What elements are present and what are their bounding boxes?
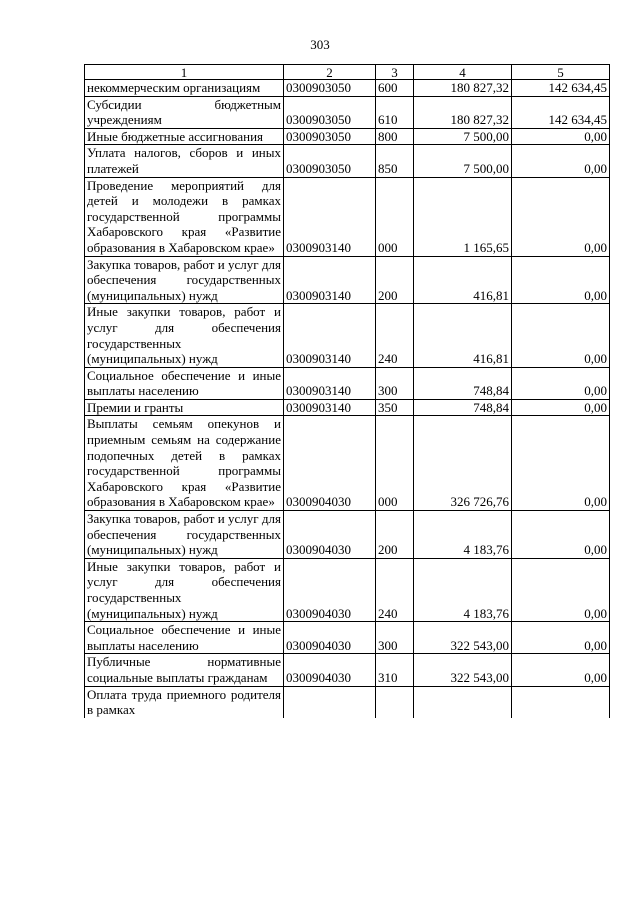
budget-item-name: Проведение мероприятий для детей и молодежи в рамках государственной программы Хабаровского края «Развитие образования в Хабаровском крае» bbox=[85, 177, 284, 256]
table-row bbox=[85, 96, 610, 128]
amount-col5: 0,00 bbox=[512, 399, 610, 416]
target-article-code: 0300904030 bbox=[284, 416, 376, 511]
expense-type-code: 200 bbox=[376, 511, 414, 559]
budget-item-name: Субсидии бюджетным учреждениям bbox=[85, 96, 284, 128]
amount-col5: 0,00 bbox=[512, 256, 610, 304]
table-row bbox=[85, 558, 610, 621]
budget-item-name: Иные бюджетные ассигнования bbox=[85, 128, 284, 145]
budget-item-name: Уплата налогов, сборов и иных платежей bbox=[85, 145, 284, 177]
target-article-code: 0300903050 bbox=[284, 128, 376, 145]
amount-col5: 142 634,45 bbox=[512, 96, 610, 128]
table-row bbox=[85, 304, 610, 367]
table-row bbox=[85, 145, 610, 177]
amount-col4: 748,84 bbox=[414, 399, 512, 416]
amount-col4: 326 726,76 bbox=[414, 416, 512, 511]
expense-type-code: 850 bbox=[376, 145, 414, 177]
target-article-code: 0300904030 bbox=[284, 622, 376, 654]
amount-col5: 0,00 bbox=[512, 304, 610, 367]
amount-col4: 322 543,00 bbox=[414, 654, 512, 686]
expense-type-code: 240 bbox=[376, 304, 414, 367]
target-article-code: 0300903050 bbox=[284, 145, 376, 177]
target-article-code: 0300903140 bbox=[284, 177, 376, 256]
amount-col4: 180 827,32 bbox=[414, 80, 512, 97]
amount-col5: 0,00 bbox=[512, 654, 610, 686]
expense-type-code: 300 bbox=[376, 622, 414, 654]
target-article-code: 0300903140 bbox=[284, 256, 376, 304]
table-row bbox=[85, 128, 610, 145]
table-row bbox=[85, 654, 610, 686]
amount-col5: 0,00 bbox=[512, 622, 610, 654]
column-header: 1 bbox=[85, 65, 284, 80]
target-article-code: 0300903140 bbox=[284, 367, 376, 399]
target-article-code bbox=[284, 686, 376, 718]
budget-item-name: Иные закупки товаров, работ и услуг для обеспечения государственных (муниципальных) нужд bbox=[85, 558, 284, 621]
target-article-code: 0300903050 bbox=[284, 96, 376, 128]
target-article-code: 0300903140 bbox=[284, 399, 376, 416]
amount-col4: 7 500,00 bbox=[414, 128, 512, 145]
amount-col4: 4 183,76 bbox=[414, 511, 512, 559]
table-row bbox=[85, 80, 610, 97]
amount-col4: 416,81 bbox=[414, 304, 512, 367]
expense-type-code: 240 bbox=[376, 558, 414, 621]
amount-col4: 4 183,76 bbox=[414, 558, 512, 621]
amount-col5: 142 634,45 bbox=[512, 80, 610, 97]
amount-col4 bbox=[414, 686, 512, 718]
budget-item-name: Премии и гранты bbox=[85, 399, 284, 416]
amount-col5 bbox=[512, 686, 610, 718]
amount-col5: 0,00 bbox=[512, 558, 610, 621]
expense-type-code bbox=[376, 686, 414, 718]
expense-type-code: 000 bbox=[376, 177, 414, 256]
expense-type-code: 200 bbox=[376, 256, 414, 304]
target-article-code: 0300903050 bbox=[284, 80, 376, 97]
expense-type-code: 310 bbox=[376, 654, 414, 686]
budget-item-name: Закупка товаров, работ и услуг для обеспечения государственных (муниципальных) нужд bbox=[85, 511, 284, 559]
expense-type-code: 300 bbox=[376, 367, 414, 399]
expense-type-code: 800 bbox=[376, 128, 414, 145]
target-article-code: 0300904030 bbox=[284, 558, 376, 621]
expense-type-code: 600 bbox=[376, 80, 414, 97]
amount-col4: 7 500,00 bbox=[414, 145, 512, 177]
budget-item-name: Социальное обеспечение и иные выплаты населению bbox=[85, 367, 284, 399]
amount-col4: 1 165,65 bbox=[414, 177, 512, 256]
amount-col5: 0,00 bbox=[512, 367, 610, 399]
table-row bbox=[85, 367, 610, 399]
amount-col5: 0,00 bbox=[512, 128, 610, 145]
amount-col5: 0,00 bbox=[512, 177, 610, 256]
table-row bbox=[85, 177, 610, 256]
target-article-code: 0300904030 bbox=[284, 654, 376, 686]
header-row bbox=[85, 65, 610, 80]
amount-col4: 180 827,32 bbox=[414, 96, 512, 128]
column-header: 4 bbox=[414, 65, 512, 80]
expense-type-code: 350 bbox=[376, 399, 414, 416]
table-body bbox=[85, 80, 610, 718]
table-row bbox=[85, 622, 610, 654]
budget-item-name: Социальное обеспечение и иные выплаты населению bbox=[85, 622, 284, 654]
table-row bbox=[85, 399, 610, 416]
amount-col5: 0,00 bbox=[512, 511, 610, 559]
target-article-code: 0300904030 bbox=[284, 511, 376, 559]
budget-item-name: некоммерческим организациям bbox=[85, 80, 284, 97]
amount-col4: 322 543,00 bbox=[414, 622, 512, 654]
table-row bbox=[85, 686, 610, 718]
column-header: 2 bbox=[284, 65, 376, 80]
page-number: 303 bbox=[310, 37, 330, 52]
table-row bbox=[85, 416, 610, 511]
table-row bbox=[85, 256, 610, 304]
amount-col5: 0,00 bbox=[512, 145, 610, 177]
amount-col4: 748,84 bbox=[414, 367, 512, 399]
budget-table bbox=[84, 64, 610, 718]
column-header: 5 bbox=[512, 65, 610, 80]
expense-type-code: 000 bbox=[376, 416, 414, 511]
budget-item-name: Выплаты семьям опекунов и приемным семьям на содержание подопечных детей в рамках государственной программы Хабаровского края «Развитие образования в Хабаровском крае» bbox=[85, 416, 284, 511]
budget-item-name: Оплата труда приемного родителя в рамках bbox=[85, 686, 284, 718]
expense-type-code: 610 bbox=[376, 96, 414, 128]
column-header: 3 bbox=[376, 65, 414, 80]
budget-item-name: Иные закупки товаров, работ и услуг для обеспечения государственных (муниципальных) нужд bbox=[85, 304, 284, 367]
budget-item-name: Публичные нормативные социальные выплаты гражданам bbox=[85, 654, 284, 686]
table-row bbox=[85, 511, 610, 559]
budget-item-name: Закупка товаров, работ и услуг для обеспечения государственных (муниципальных) нужд bbox=[85, 256, 284, 304]
amount-col5: 0,00 bbox=[512, 416, 610, 511]
amount-col4: 416,81 bbox=[414, 256, 512, 304]
target-article-code: 0300903140 bbox=[284, 304, 376, 367]
